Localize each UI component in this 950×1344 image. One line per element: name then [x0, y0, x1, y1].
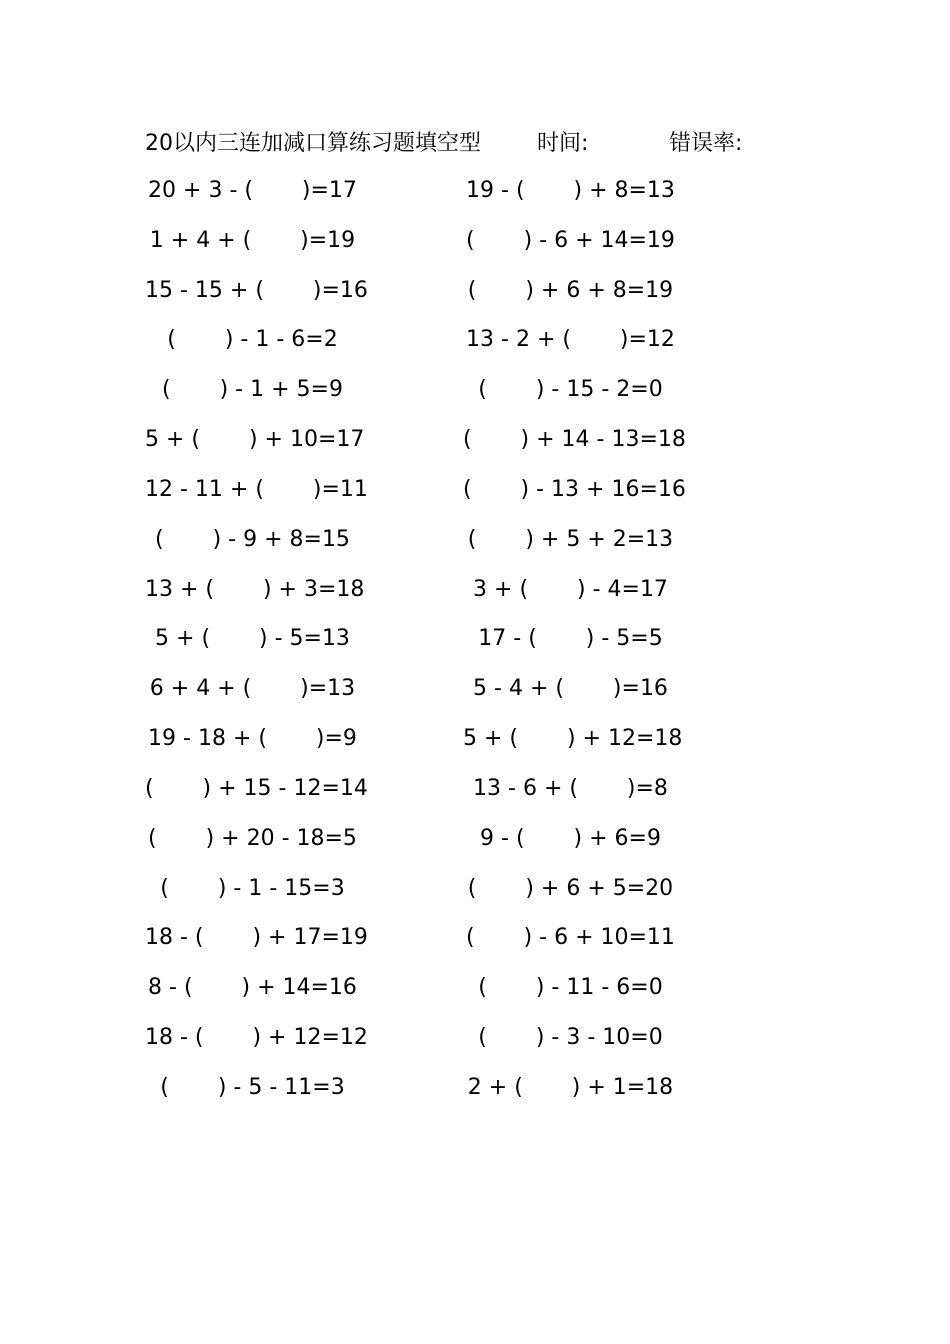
- worksheet-title: 20以内三连加减口算练习题填空型: [145, 131, 481, 156]
- problem: ( ) - 9 + 8=15: [155, 526, 350, 552]
- problem: 20 + 3 - ( )=17: [148, 178, 357, 203]
- problem: ( ) - 11 - 6=0: [478, 975, 663, 1001]
- problem: 3 + ( ) - 4=17: [473, 576, 668, 602]
- problem: ( ) - 15 - 2=0: [478, 377, 663, 403]
- problem: 19 - ( ) + 8=13: [466, 178, 675, 203]
- problem: 18 - ( ) + 12=12: [145, 1025, 368, 1051]
- problem: ( ) - 1 + 5=9: [162, 377, 343, 403]
- problem: ( ) - 6 + 14=19: [466, 227, 675, 253]
- problem: 19 - 18 + ( )=9: [148, 726, 357, 752]
- problem: ( ) + 15 - 12=14: [145, 775, 368, 801]
- problem: ( ) + 20 - 18=5: [148, 825, 357, 851]
- problem: 2 + ( ) + 1=18: [467, 1074, 674, 1100]
- problem: 17 - ( ) - 5=5: [478, 626, 663, 652]
- problem: ( ) - 5 - 11=3: [160, 1074, 345, 1100]
- problem: 13 + ( ) + 3=18: [145, 576, 365, 602]
- problem: ( ) - 13 + 16=16: [463, 476, 686, 502]
- problem: ( ) - 1 - 6=2: [167, 327, 338, 353]
- error-rate-label: 错误率:: [669, 131, 743, 156]
- problem: 6 + 4 + ( )=13: [149, 676, 356, 702]
- right-problem-column: [463, 170, 686, 1117]
- problem: 12 - 11 + ( )=11: [145, 476, 368, 502]
- left-problem-column: [145, 170, 368, 1117]
- problem: 15 - 15 + ( )=16: [145, 277, 368, 303]
- problem: ( ) - 3 - 10=0: [478, 1025, 663, 1051]
- problem: ( ) + 6 + 5=20: [467, 875, 674, 901]
- problem: 5 + ( ) - 5=13: [155, 626, 350, 652]
- problem: ( ) + 5 + 2=13: [467, 526, 674, 552]
- problem: ( ) + 6 + 8=19: [467, 277, 674, 303]
- problem: 5 + ( ) + 10=17: [145, 427, 365, 453]
- problem: 8 - ( ) + 14=16: [148, 975, 357, 1001]
- problem: 18 - ( ) + 17=19: [145, 925, 368, 951]
- problem: ( ) - 1 - 15=3: [160, 875, 345, 901]
- problem: ( ) + 14 - 13=18: [463, 427, 686, 453]
- problem: 1 + 4 + ( )=19: [149, 227, 356, 253]
- problem: 5 - 4 + ( )=16: [473, 676, 668, 702]
- problem: ( ) - 6 + 10=11: [466, 925, 675, 951]
- problem: 9 - ( ) + 6=9: [480, 825, 661, 851]
- worksheet-header: [145, 126, 765, 158]
- problem: 13 - 2 + ( )=12: [466, 327, 675, 353]
- problem: 5 + ( ) + 12=18: [463, 726, 683, 752]
- problem: 13 - 6 + ( )=8: [473, 775, 668, 801]
- time-label: 时间:: [537, 131, 589, 156]
